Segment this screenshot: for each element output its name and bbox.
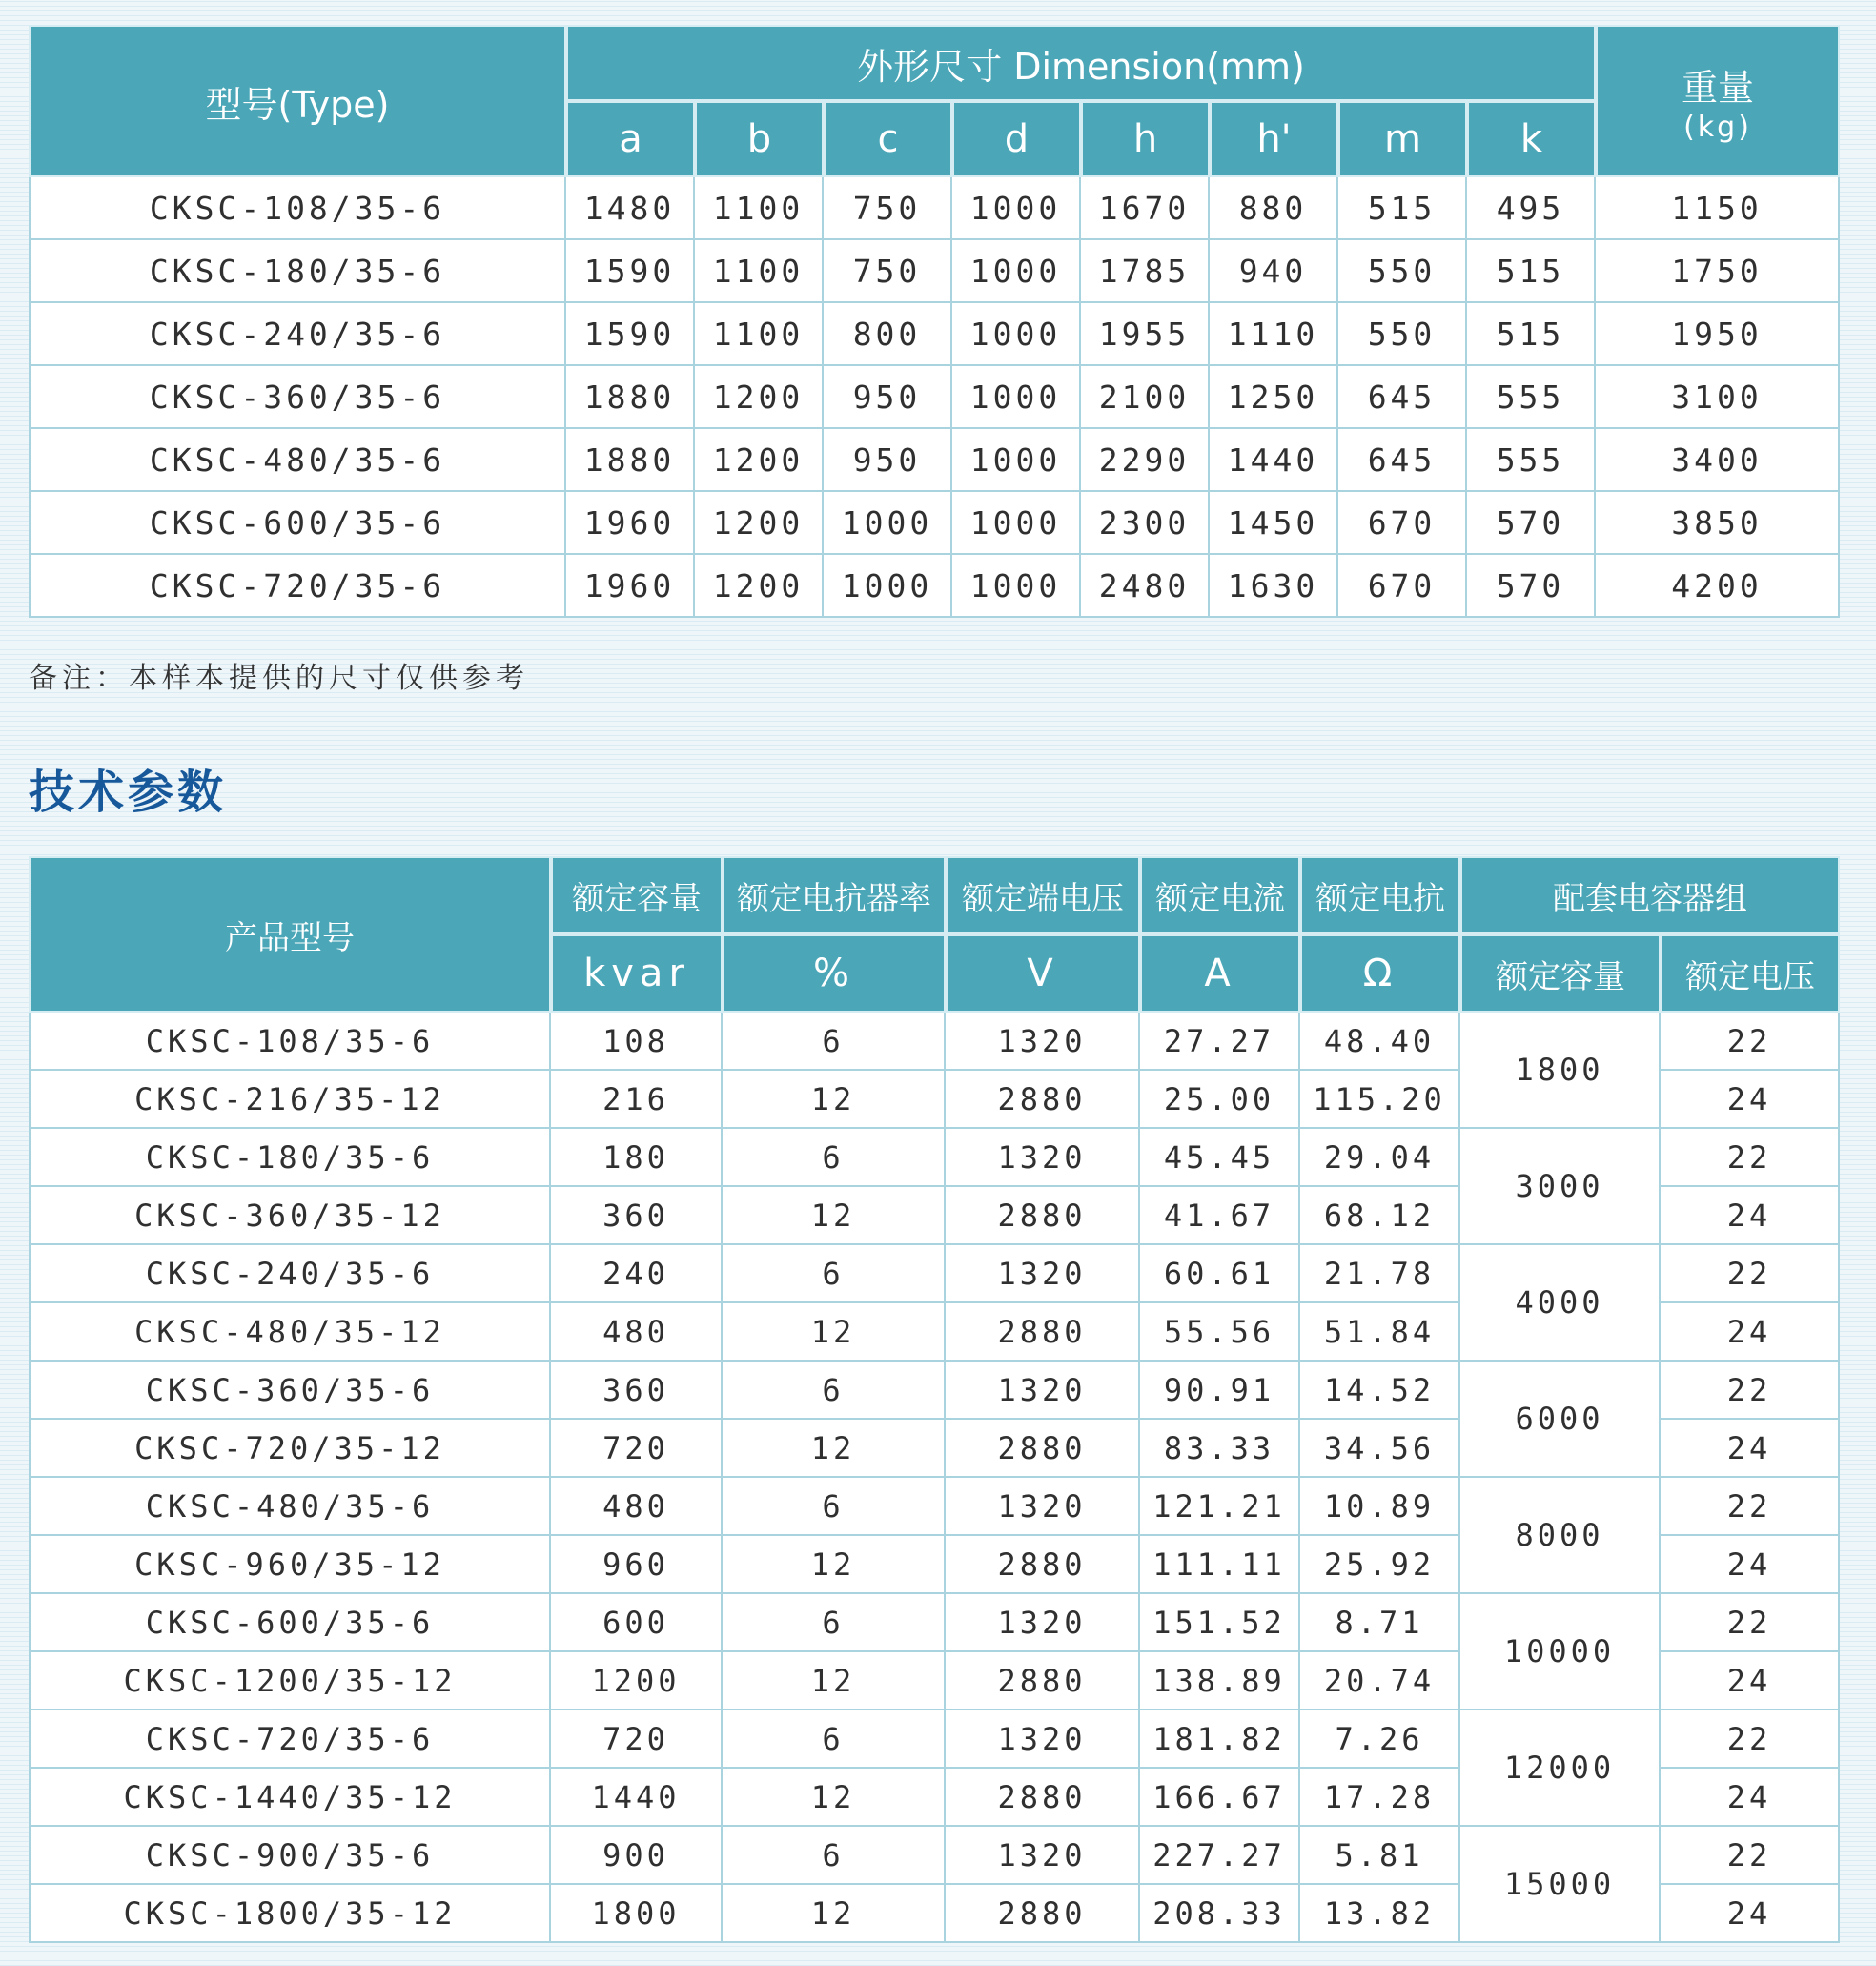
value-cell: 645 — [1338, 366, 1467, 429]
value-cell: 750 — [824, 240, 952, 303]
value-cell: 6 — [723, 1827, 946, 1885]
group-voltage-header: 额定电压 — [1661, 934, 1840, 1013]
model-cell: CKSC-180/35-6 — [29, 1129, 551, 1187]
type-header: 型号(Type) — [29, 25, 566, 177]
value-cell: 550 — [1338, 303, 1467, 366]
value-cell: 2880 — [946, 1769, 1140, 1827]
table-row — [29, 1594, 1840, 1652]
value-cell: 45.45 — [1140, 1129, 1300, 1187]
capacitor-group-header: 配套电容器组 — [1460, 856, 1840, 934]
value-cell: 1000 — [824, 555, 952, 618]
value-cell: 1670 — [1081, 177, 1210, 240]
value-cell: 34.56 — [1300, 1420, 1460, 1478]
value-cell: 1000 — [952, 240, 1081, 303]
value-cell: 51.84 — [1300, 1303, 1460, 1362]
value-cell: 25.92 — [1300, 1536, 1460, 1594]
value-cell: 111.11 — [1140, 1536, 1300, 1594]
group-voltage-cell: 24 — [1661, 1769, 1840, 1827]
model-cell: CKSC-720/35-12 — [29, 1420, 551, 1478]
value-cell: 670 — [1338, 555, 1467, 618]
group-capacity-cell: 3000 — [1460, 1129, 1661, 1245]
model-cell: CKSC-216/35-12 — [29, 1071, 551, 1129]
value-cell: 1100 — [695, 240, 824, 303]
group-voltage-cell: 24 — [1661, 1187, 1840, 1245]
value-cell: 3100 — [1596, 366, 1840, 429]
value-cell: 6 — [723, 1013, 946, 1071]
value-cell: 2880 — [946, 1885, 1140, 1943]
value-cell: 1000 — [952, 177, 1081, 240]
value-cell: 2880 — [946, 1536, 1140, 1594]
value-cell: 1110 — [1210, 303, 1338, 366]
group-capacity-cell: 10000 — [1460, 1594, 1661, 1710]
unit-volt: V — [946, 934, 1140, 1013]
value-cell: 550 — [1338, 240, 1467, 303]
value-cell: 2880 — [946, 1187, 1140, 1245]
model-cell: CKSC-240/35-6 — [29, 1245, 551, 1303]
value-cell: 1100 — [695, 303, 824, 366]
value-cell: 12 — [723, 1652, 946, 1710]
group-voltage-cell: 22 — [1661, 1129, 1840, 1187]
value-cell: 720 — [551, 1710, 723, 1769]
value-cell: 1800 — [551, 1885, 723, 1943]
value-cell: 1200 — [695, 492, 824, 555]
value-cell: 2880 — [946, 1420, 1140, 1478]
model-cell: CKSC-180/35-6 — [29, 240, 566, 303]
value-cell: 2880 — [946, 1652, 1140, 1710]
value-cell: 645 — [1338, 429, 1467, 492]
value-cell: 1320 — [946, 1013, 1140, 1071]
value-cell: 12 — [723, 1187, 946, 1245]
group-voltage-cell: 22 — [1661, 1013, 1840, 1071]
value-cell: 600 — [551, 1594, 723, 1652]
value-cell: 3400 — [1596, 429, 1840, 492]
group-voltage-cell: 24 — [1661, 1652, 1840, 1710]
value-cell: 2480 — [1081, 555, 1210, 618]
dimension-col-header: b — [695, 101, 824, 177]
dimension-col-header: m — [1338, 101, 1467, 177]
value-cell: 1000 — [952, 555, 1081, 618]
value-cell: 6 — [723, 1710, 946, 1769]
value-cell: 1960 — [566, 555, 695, 618]
value-cell: 208.33 — [1140, 1885, 1300, 1943]
group-capacity-cell: 15000 — [1460, 1827, 1661, 1943]
group-voltage-cell: 22 — [1661, 1362, 1840, 1420]
table-row — [29, 555, 1840, 618]
value-cell: 1950 — [1596, 303, 1840, 366]
value-cell: 360 — [551, 1362, 723, 1420]
value-cell: 1000 — [952, 492, 1081, 555]
value-cell: 1320 — [946, 1478, 1140, 1536]
value-cell: 1150 — [1596, 177, 1840, 240]
value-cell: 515 — [1338, 177, 1467, 240]
value-cell: 12 — [723, 1885, 946, 1943]
value-cell: 360 — [551, 1187, 723, 1245]
table-row — [29, 492, 1840, 555]
value-cell: 216 — [551, 1071, 723, 1129]
value-cell: 180 — [551, 1129, 723, 1187]
value-cell: 1480 — [566, 177, 695, 240]
dimension-col-header: h — [1081, 101, 1210, 177]
value-cell: 55.56 — [1140, 1303, 1300, 1362]
value-cell: 555 — [1467, 429, 1596, 492]
current-header: 额定电流 — [1140, 856, 1300, 934]
spec-table — [29, 856, 1840, 1943]
model-cell: CKSC-360/35-6 — [29, 366, 566, 429]
model-cell: CKSC-720/35-6 — [29, 555, 566, 618]
model-cell: CKSC-240/35-6 — [29, 303, 566, 366]
dimension-col-header: d — [952, 101, 1081, 177]
group-voltage-cell: 24 — [1661, 1885, 1840, 1943]
group-capacity-cell: 8000 — [1460, 1478, 1661, 1594]
value-cell: 570 — [1467, 555, 1596, 618]
table-row — [29, 366, 1840, 429]
group-voltage-cell: 22 — [1661, 1478, 1840, 1536]
value-cell: 7.26 — [1300, 1710, 1460, 1769]
value-cell: 6 — [723, 1245, 946, 1303]
value-cell: 2300 — [1081, 492, 1210, 555]
value-cell: 1320 — [946, 1710, 1140, 1769]
value-cell: 750 — [824, 177, 952, 240]
dimension-table — [29, 25, 1840, 618]
value-cell: 6 — [723, 1362, 946, 1420]
value-cell: 1750 — [1596, 240, 1840, 303]
value-cell: 108 — [551, 1013, 723, 1071]
value-cell: 1320 — [946, 1129, 1140, 1187]
dimension-col-header: a — [566, 101, 695, 177]
group-capacity-header: 额定容量 — [1460, 934, 1661, 1013]
dimension-col-header: c — [824, 101, 952, 177]
value-cell: 227.27 — [1140, 1827, 1300, 1885]
weight-label: 重量 — [1681, 67, 1754, 109]
value-cell: 1200 — [695, 366, 824, 429]
value-cell: 6 — [723, 1129, 946, 1187]
table-row — [29, 177, 1840, 240]
value-cell: 1955 — [1081, 303, 1210, 366]
value-cell: 940 — [1210, 240, 1338, 303]
group-capacity-cell: 12000 — [1460, 1710, 1661, 1827]
value-cell: 480 — [551, 1303, 723, 1362]
value-cell: 20.74 — [1300, 1652, 1460, 1710]
value-cell: 151.52 — [1140, 1594, 1300, 1652]
model-cell: CKSC-600/35-6 — [29, 1594, 551, 1652]
model-cell: CKSC-360/35-12 — [29, 1187, 551, 1245]
group-voltage-cell: 22 — [1661, 1245, 1840, 1303]
value-cell: 2880 — [946, 1071, 1140, 1129]
group-voltage-cell: 22 — [1661, 1827, 1840, 1885]
value-cell: 1880 — [566, 366, 695, 429]
table-row — [29, 1827, 1840, 1885]
value-cell: 1100 — [695, 177, 824, 240]
value-cell: 1440 — [551, 1769, 723, 1827]
value-cell: 83.33 — [1140, 1420, 1300, 1478]
model-cell: CKSC-720/35-6 — [29, 1710, 551, 1769]
value-cell: 1320 — [946, 1245, 1140, 1303]
value-cell: 1785 — [1081, 240, 1210, 303]
value-cell: 1200 — [695, 555, 824, 618]
terminal-voltage-header: 额定端电压 — [946, 856, 1140, 934]
value-cell: 555 — [1467, 366, 1596, 429]
dimension-col-header: h' — [1210, 101, 1338, 177]
table-row — [29, 1478, 1840, 1536]
value-cell: 14.52 — [1300, 1362, 1460, 1420]
value-cell: 1320 — [946, 1362, 1140, 1420]
dimension-header: 外形尺寸 Dimension(mm) — [566, 25, 1596, 101]
value-cell: 138.89 — [1140, 1652, 1300, 1710]
value-cell: 2290 — [1081, 429, 1210, 492]
value-cell: 181.82 — [1140, 1710, 1300, 1769]
value-cell: 8.71 — [1300, 1594, 1460, 1652]
value-cell: 12 — [723, 1303, 946, 1362]
model-cell: CKSC-108/35-6 — [29, 1013, 551, 1071]
unit-ampere: A — [1140, 934, 1300, 1013]
value-cell: 10.89 — [1300, 1478, 1460, 1536]
unit-ohm: Ω — [1300, 934, 1460, 1013]
model-cell: CKSC-480/35-6 — [29, 1478, 551, 1536]
value-cell: 21.78 — [1300, 1245, 1460, 1303]
value-cell: 2100 — [1081, 366, 1210, 429]
value-cell: 960 — [551, 1536, 723, 1594]
value-cell: 68.12 — [1300, 1187, 1460, 1245]
group-capacity-cell: 1800 — [1460, 1013, 1661, 1129]
value-cell: 670 — [1338, 492, 1467, 555]
dimension-note: 备注：本样本提供的尺寸仅供参考 — [29, 662, 529, 695]
table-row — [29, 1710, 1840, 1769]
value-cell: 12 — [723, 1536, 946, 1594]
model-cell: CKSC-1800/35-12 — [29, 1885, 551, 1943]
group-voltage-cell: 24 — [1661, 1420, 1840, 1478]
value-cell: 2880 — [946, 1303, 1140, 1362]
unit-percent: % — [723, 934, 946, 1013]
model-cell: CKSC-1200/35-12 — [29, 1652, 551, 1710]
group-voltage-cell: 24 — [1661, 1071, 1840, 1129]
value-cell: 1000 — [952, 366, 1081, 429]
model-cell: CKSC-600/35-6 — [29, 492, 566, 555]
group-voltage-cell: 22 — [1661, 1710, 1840, 1769]
table-row — [29, 240, 1840, 303]
value-cell: 1250 — [1210, 366, 1338, 429]
value-cell: 90.91 — [1140, 1362, 1300, 1420]
group-capacity-cell: 4000 — [1460, 1245, 1661, 1362]
value-cell: 1200 — [551, 1652, 723, 1710]
model-cell: CKSC-480/35-12 — [29, 1303, 551, 1362]
value-cell: 6 — [723, 1594, 946, 1652]
value-cell: 1880 — [566, 429, 695, 492]
value-cell: 515 — [1467, 240, 1596, 303]
reactance-rate-header: 额定电抗器率 — [723, 856, 946, 934]
value-cell: 240 — [551, 1245, 723, 1303]
model-cell: CKSC-900/35-6 — [29, 1827, 551, 1885]
dimension-col-header: k — [1467, 101, 1596, 177]
value-cell: 6 — [723, 1478, 946, 1536]
value-cell: 1000 — [952, 429, 1081, 492]
model-cell: CKSC-480/35-6 — [29, 429, 566, 492]
unit-kvar: kvar — [551, 934, 723, 1013]
value-cell: 1590 — [566, 303, 695, 366]
reactance-header: 额定电抗 — [1300, 856, 1460, 934]
value-cell: 60.61 — [1140, 1245, 1300, 1303]
group-voltage-cell: 24 — [1661, 1536, 1840, 1594]
model-header: 产品型号 — [29, 856, 551, 1013]
value-cell: 121.21 — [1140, 1478, 1300, 1536]
value-cell: 720 — [551, 1420, 723, 1478]
value-cell: 480 — [551, 1478, 723, 1536]
value-cell: 27.27 — [1140, 1013, 1300, 1071]
value-cell: 12 — [723, 1769, 946, 1827]
value-cell: 880 — [1210, 177, 1338, 240]
value-cell: 1590 — [566, 240, 695, 303]
value-cell: 1320 — [946, 1594, 1140, 1652]
weight-unit: (kg) — [1683, 111, 1752, 144]
value-cell: 48.40 — [1300, 1013, 1460, 1071]
value-cell: 515 — [1467, 303, 1596, 366]
table-row — [29, 1129, 1840, 1187]
value-cell: 29.04 — [1300, 1129, 1460, 1187]
group-capacity-cell: 6000 — [1460, 1362, 1661, 1478]
value-cell: 800 — [824, 303, 952, 366]
section-title: 技术参数 — [29, 766, 228, 819]
value-cell: 1320 — [946, 1827, 1140, 1885]
weight-header — [1596, 25, 1840, 177]
value-cell: 1440 — [1210, 429, 1338, 492]
model-cell: CKSC-108/35-6 — [29, 177, 566, 240]
value-cell: 4200 — [1596, 555, 1840, 618]
table-row — [29, 1245, 1840, 1303]
table-row — [29, 429, 1840, 492]
model-cell: CKSC-960/35-12 — [29, 1536, 551, 1594]
value-cell: 950 — [824, 429, 952, 492]
group-voltage-cell: 24 — [1661, 1303, 1840, 1362]
table-row — [29, 1013, 1840, 1071]
value-cell: 12 — [723, 1420, 946, 1478]
value-cell: 3850 — [1596, 492, 1840, 555]
model-cell: CKSC-1440/35-12 — [29, 1769, 551, 1827]
value-cell: 1200 — [695, 429, 824, 492]
value-cell: 115.20 — [1300, 1071, 1460, 1129]
value-cell: 41.67 — [1140, 1187, 1300, 1245]
table-row — [29, 1362, 1840, 1420]
value-cell: 495 — [1467, 177, 1596, 240]
value-cell: 950 — [824, 366, 952, 429]
value-cell: 5.81 — [1300, 1827, 1460, 1885]
value-cell: 570 — [1467, 492, 1596, 555]
value-cell: 25.00 — [1140, 1071, 1300, 1129]
value-cell: 12 — [723, 1071, 946, 1129]
model-cell: CKSC-360/35-6 — [29, 1362, 551, 1420]
group-voltage-cell: 22 — [1661, 1594, 1840, 1652]
value-cell: 1000 — [824, 492, 952, 555]
value-cell: 1000 — [952, 303, 1081, 366]
value-cell: 166.67 — [1140, 1769, 1300, 1827]
value-cell: 1630 — [1210, 555, 1338, 618]
capacity-header: 额定容量 — [551, 856, 723, 934]
value-cell: 900 — [551, 1827, 723, 1885]
value-cell: 1960 — [566, 492, 695, 555]
table-row — [29, 303, 1840, 366]
value-cell: 1450 — [1210, 492, 1338, 555]
value-cell: 13.82 — [1300, 1885, 1460, 1943]
value-cell: 17.28 — [1300, 1769, 1460, 1827]
